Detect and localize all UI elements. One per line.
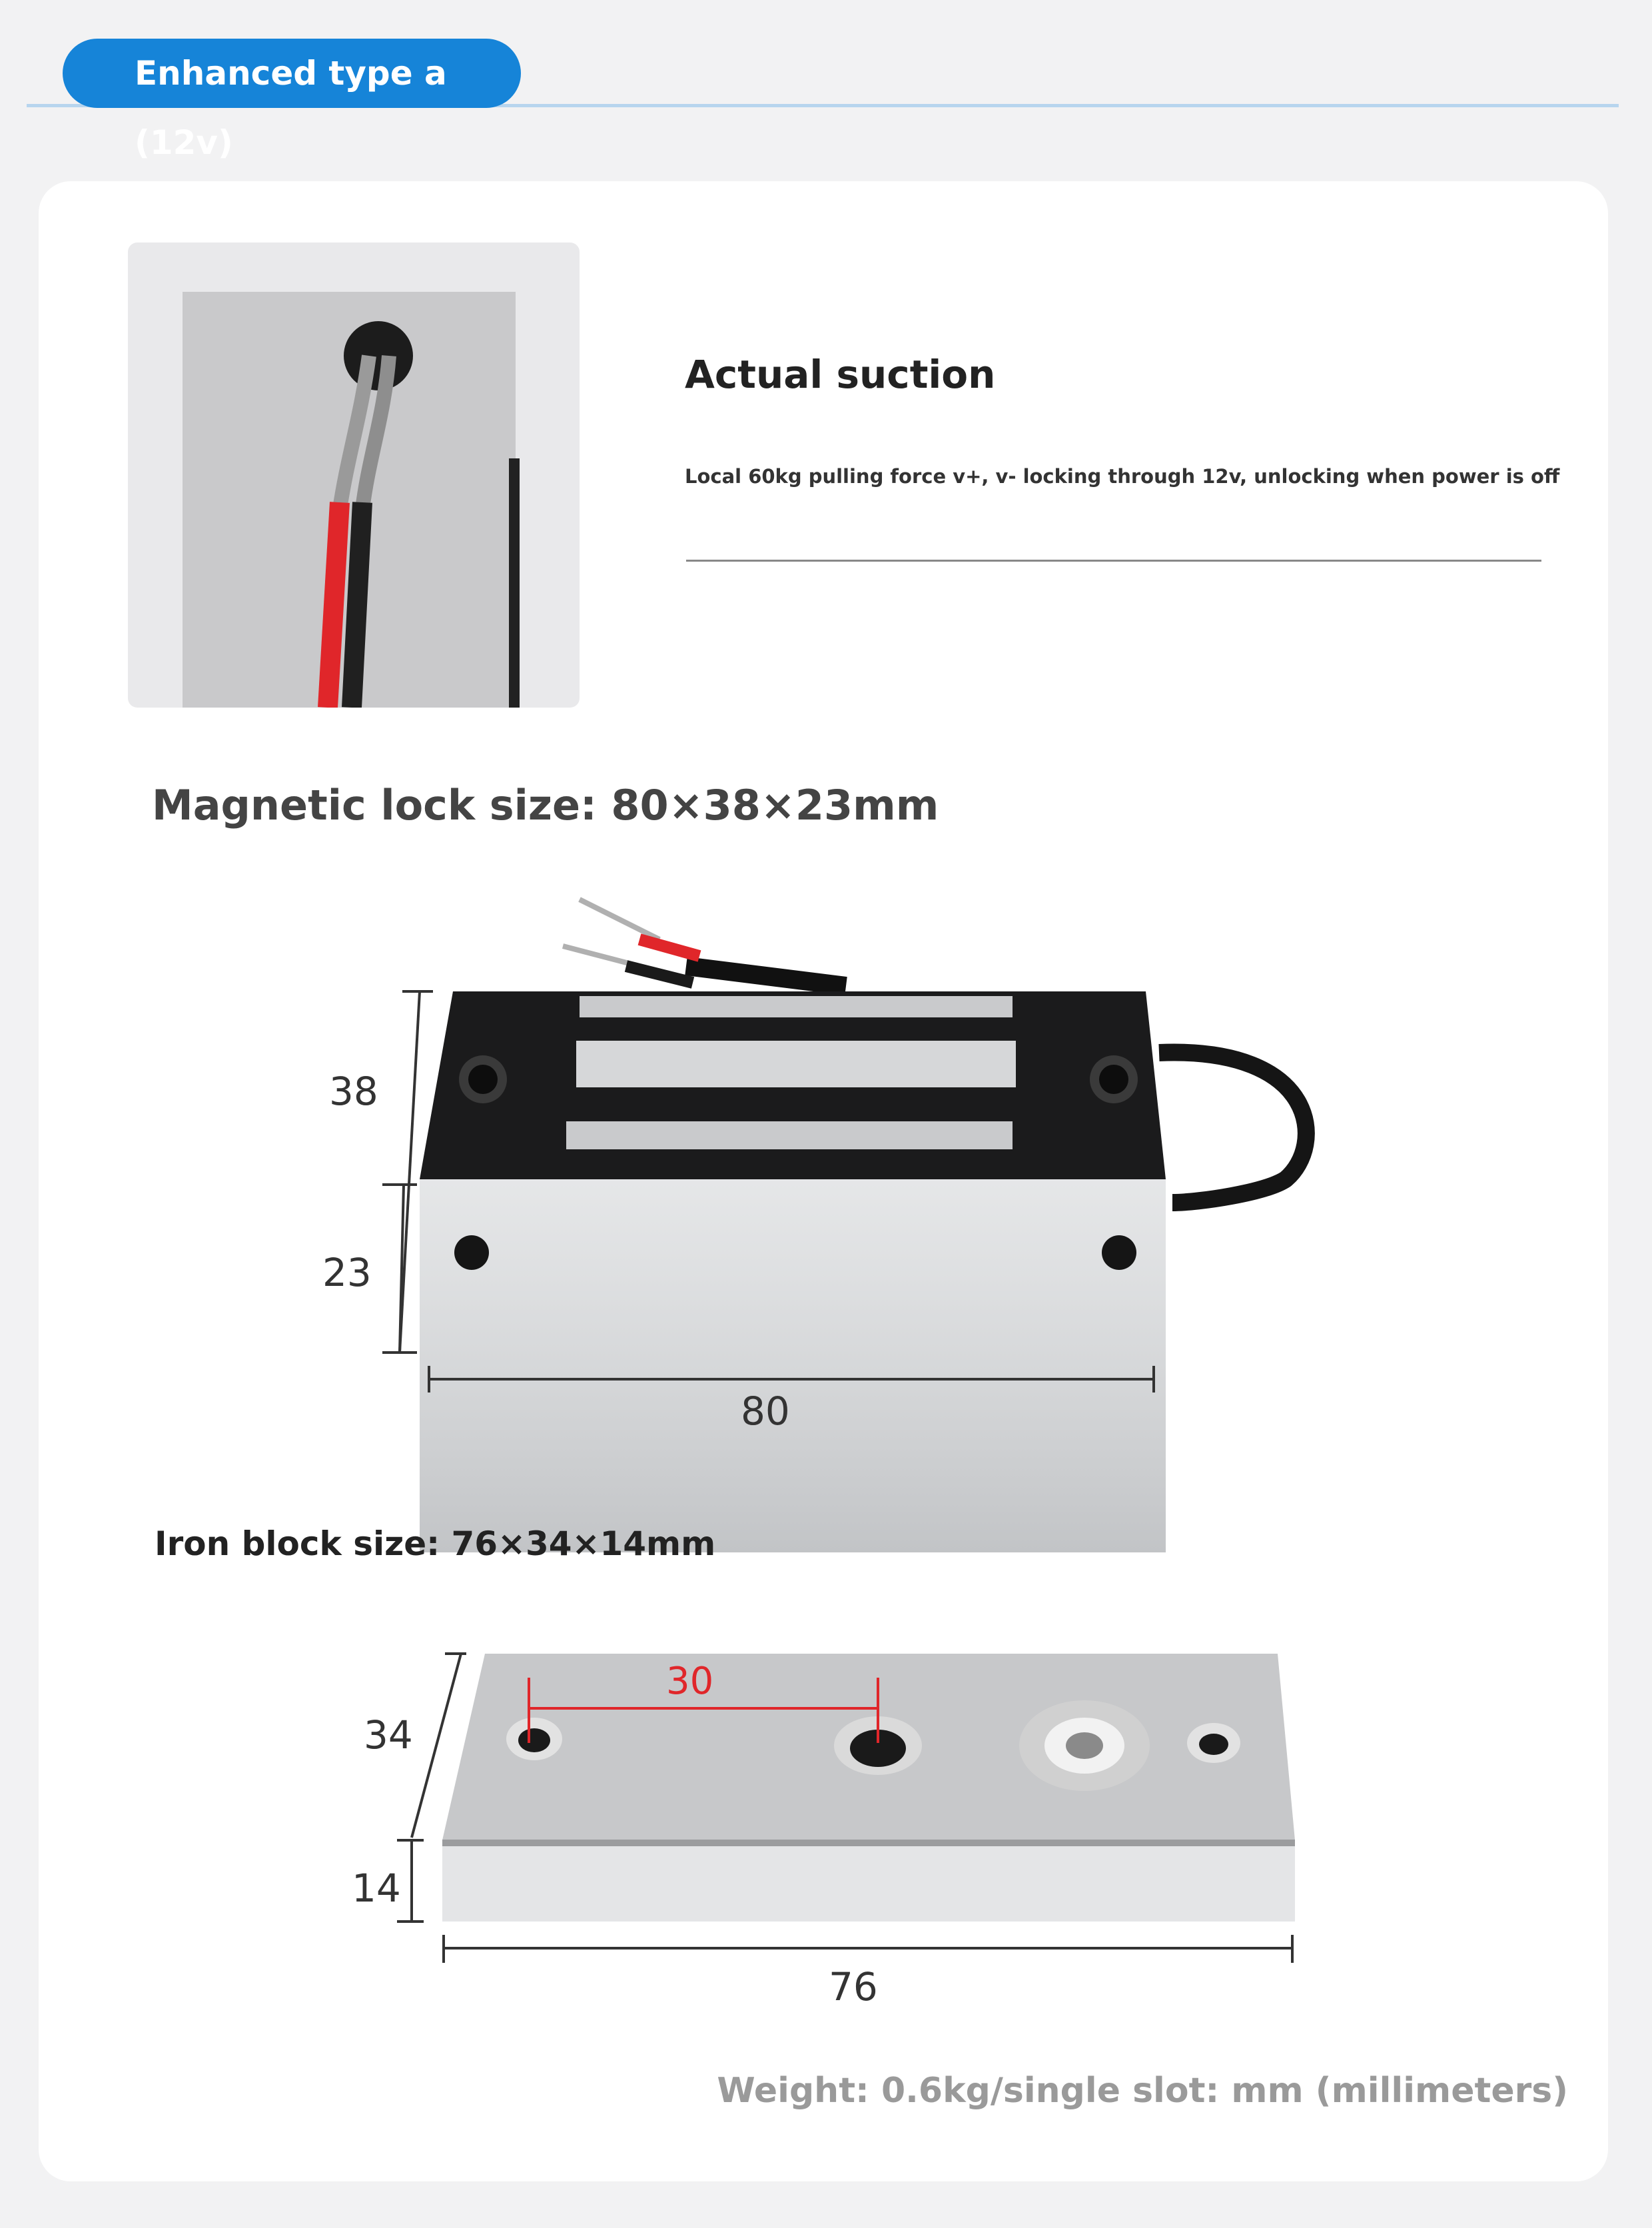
- dim-label-30: 30: [666, 1660, 714, 1703]
- suction-description: Local 60kg pulling force v+, v- locking through 12v, unlocking when power is off: [685, 465, 1560, 488]
- iron-block-size-title: Iron block size: 76×34×14mm: [155, 1524, 716, 1563]
- dim-label-14: 14: [352, 1866, 401, 1911]
- dim-label-80: 80: [741, 1389, 790, 1434]
- iron-block-illustration: [0, 1626, 1652, 2025]
- dim-label-34: 34: [364, 1712, 413, 1758]
- magnetic-lock-illustration: [0, 866, 1652, 1434]
- suction-title: Actual suction: [685, 352, 996, 397]
- suction-divider: [686, 560, 1541, 562]
- dim-label-23: 23: [322, 1250, 372, 1295]
- section-title-pill: Enhanced type a (12v): [63, 39, 521, 108]
- dim-label-38: 38: [329, 1069, 378, 1114]
- weight-units-note: Weight: 0.6kg/single slot: mm (millimeters): [717, 2071, 1568, 2111]
- product-photo-wires: [128, 243, 580, 708]
- dim-label-76: 76: [829, 1964, 878, 2009]
- magnetic-lock-size-title: Magnetic lock size: 80×38×23mm: [152, 781, 939, 830]
